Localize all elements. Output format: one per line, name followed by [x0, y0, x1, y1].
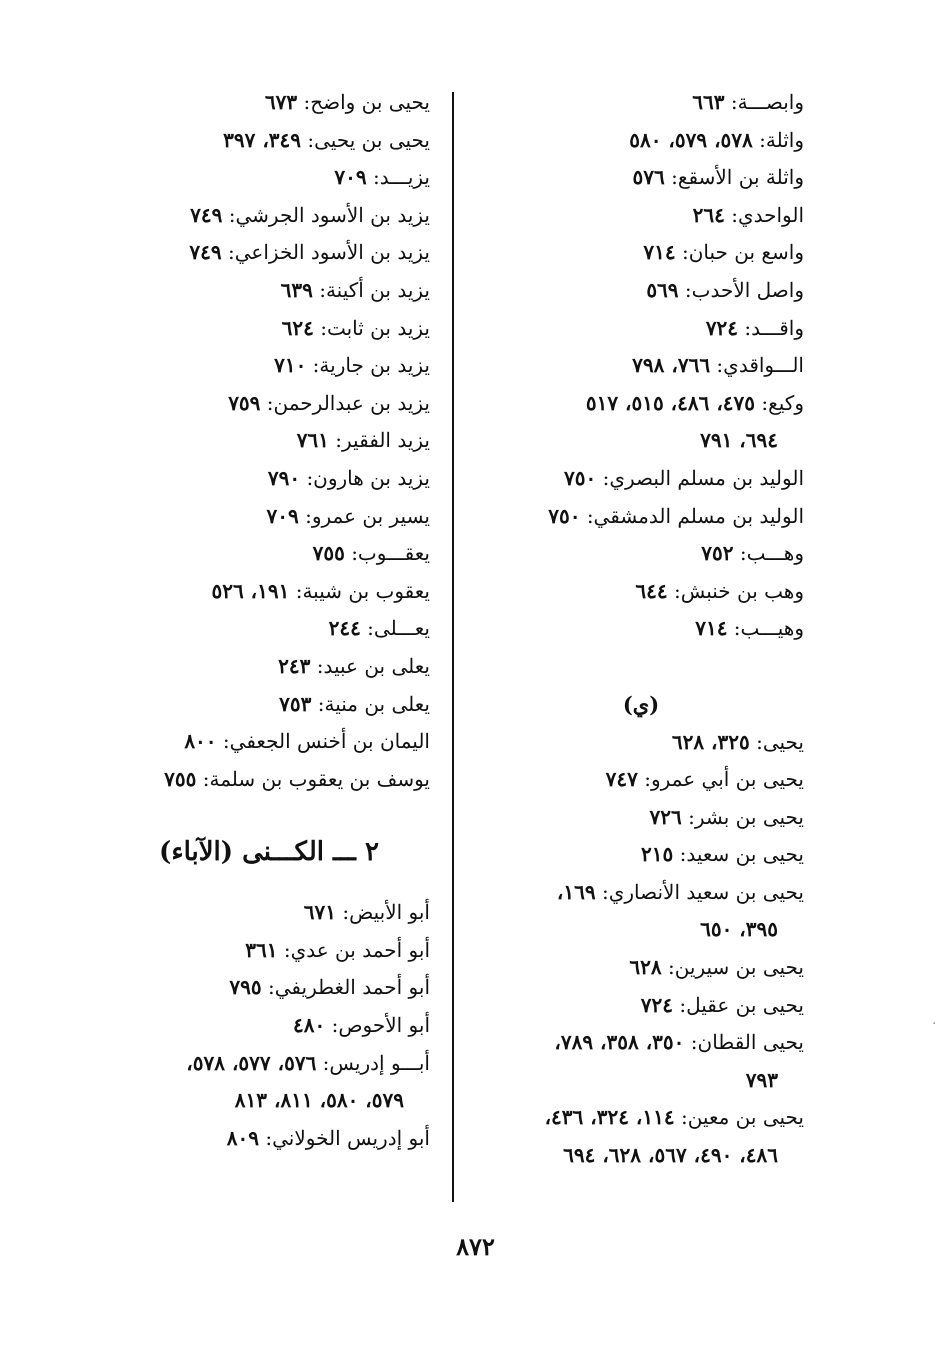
index-entry [478, 1099, 804, 1137]
entry-name: يحيى بن بشر: [688, 804, 804, 829]
index-entry [108, 894, 430, 932]
index-entry [108, 535, 430, 573]
page-refs: ٦٣٩ [280, 277, 313, 302]
entry-name: أبو أحمد بن عدي: [283, 937, 430, 962]
page-refs: ٧٥٠ [548, 503, 581, 528]
entry-name: يحيى بن سيرين: [667, 955, 804, 980]
entry-continuation [478, 911, 804, 949]
page-refs: ٥٧٦، ٥٧٧، ٥٧٨، [186, 1050, 317, 1075]
page-refs: ٧١٤ [695, 616, 728, 641]
entry-name: أبـــو إدريس: [322, 1050, 430, 1075]
page-refs: ٢٤٤ [328, 616, 361, 641]
index-entry [478, 122, 804, 160]
index-entry [478, 799, 804, 837]
entry-continuation [478, 422, 804, 460]
index-entry [108, 272, 430, 310]
entry-name: وكيع: [761, 390, 804, 415]
entry-name: يعـــلى: [367, 616, 430, 641]
page-refs: ٦٧١ [303, 900, 337, 925]
index-entry [108, 573, 430, 611]
page-refs: ٦٩٤، ٧٩١ [700, 428, 778, 453]
page-refs: ٧٥٩ [228, 390, 261, 415]
page-refs: ١٦٩، [556, 879, 596, 904]
names-list-continued [108, 84, 430, 798]
index-entry [478, 310, 804, 348]
kunya-list [108, 894, 430, 1157]
index-entry [108, 648, 430, 686]
index-entry [108, 234, 430, 272]
page-refs: ٧٢٤ [640, 992, 673, 1017]
page-refs: ٧٢٤ [705, 315, 739, 340]
entry-name: الـــواقدي: [716, 353, 804, 378]
page-refs: ٥٧٩، ٥٨٠، ٨١١، ٨١٣ [234, 1088, 404, 1113]
page-refs: ٦٢٨ [629, 955, 662, 980]
page-refs: ١١٤، ٣٢٤، ٤٣٦، [544, 1105, 675, 1130]
page-refs: ٧١٠ [274, 353, 307, 378]
entry-continuation [478, 1137, 804, 1175]
entry-name: يحيى: [756, 729, 804, 754]
entry-continuation [478, 1062, 804, 1100]
index-entry [478, 159, 804, 197]
entry-name: يحيى القطان: [690, 1030, 804, 1055]
page-refs: ٤٨٦، ٤٩٠، ٥٦٧، ٦٢٨، ٦٩٤ [563, 1143, 778, 1168]
index-entry [478, 610, 804, 648]
page-refs: ٧٦٦، ٧٩٨ [632, 353, 711, 378]
entry-name: يسير بن عمرو: [305, 503, 430, 528]
index-entry [478, 987, 804, 1025]
page-refs: ٧٥٠ [563, 465, 597, 490]
entry-name: يزيد الفقير: [335, 428, 430, 453]
entry-name: وهـــب: [739, 541, 804, 566]
index-entry [108, 385, 430, 423]
entry-name: واصل الأحدب: [684, 277, 804, 302]
page-refs: ٥٧٦ [632, 165, 665, 190]
page-refs: ٨٠٩ [226, 1125, 259, 1150]
page-refs: ٧٥٣ [279, 691, 312, 716]
index-entry [108, 122, 430, 160]
page-refs: ٧٤٩ [189, 240, 222, 265]
section-title: ٢ ـــ الكـــنى (الآباء) [159, 837, 379, 868]
index-entry [478, 836, 804, 874]
page-refs: ٤٧٥، ٤٨٦، ٥١٥، ٥١٧ [585, 390, 756, 415]
index-entry [108, 1045, 430, 1083]
index-entry [478, 385, 804, 423]
entry-name: واثلة: [759, 127, 804, 152]
entry-name: يزيد بن عبدالرحمن: [266, 390, 430, 415]
index-entry [478, 949, 804, 987]
entry-name: الوليد بن مسلم الدمشقي: [586, 503, 804, 528]
index-entry [108, 932, 430, 970]
index-entry [108, 159, 430, 197]
spacer [478, 648, 804, 686]
page-refs: ٨٠٠ [184, 729, 217, 754]
page-refs: ٥٦٩ [646, 277, 679, 302]
page-refs: ٧٤٧ [605, 767, 638, 792]
index-entry [108, 761, 430, 799]
index-entry [478, 1024, 804, 1062]
index-entry [478, 874, 804, 912]
entry-name: يحيى بن سعيد: [679, 842, 804, 867]
left-index-column [108, 84, 430, 1157]
index-entry [478, 460, 804, 498]
index-entry [108, 1007, 430, 1045]
page-refs: ٥٧٨، ٥٧٩، ٥٨٠ [629, 127, 753, 152]
entry-name: يحيى بن أبي عمرو: [644, 767, 804, 792]
index-entry [108, 84, 430, 122]
page-refs: ٣٥٠، ٣٥٨، ٧٨٩، [554, 1030, 685, 1055]
entry-name: وابصـــة: [730, 90, 804, 114]
page-refs: ٧٦١ [296, 428, 329, 453]
index-entry [478, 724, 804, 762]
page-refs: ٧٥٥ [312, 541, 345, 566]
page-refs: ٣٦١ [245, 937, 278, 962]
entry-name: وهيـــب: [733, 616, 804, 641]
right-index-column [478, 84, 804, 1175]
page-refs: ٧١٤ [643, 240, 676, 265]
letter-heading: (ي) [622, 691, 660, 717]
column-divider [452, 92, 454, 1202]
page-refs: ٦٢٤ [281, 315, 314, 340]
index-entry [478, 573, 804, 611]
entry-name: واقـــد: [744, 315, 804, 340]
index-entry [478, 761, 804, 799]
index-entry [108, 610, 430, 648]
page-refs: ٣٤٩، ٣٩٧ [223, 127, 302, 152]
entry-name: الواحدي: [731, 202, 804, 227]
page-refs: ٧٩٠ [267, 465, 301, 490]
page-refs: ٦٤٤ [635, 578, 668, 603]
margin-mark: · [932, 1016, 937, 1032]
entry-name: يزيد بن أكينة: [319, 277, 430, 302]
entry-name: اليمان بن أخنس الجعفي: [222, 729, 430, 754]
entry-name: أبو الأحوص: [331, 1013, 430, 1038]
index-entry [108, 197, 430, 235]
index-entry [108, 347, 430, 385]
entry-name: أبو أحمد الغطريفي: [268, 975, 430, 1000]
page-number: ٨٧٢ [456, 1232, 495, 1261]
entry-name: يحيى بن عقيل: [679, 992, 804, 1017]
index-entry [108, 310, 430, 348]
page-refs: ٧٠٩ [266, 503, 299, 528]
index-entry [478, 234, 804, 272]
index-entry [478, 84, 804, 122]
page-refs: ١٩١، ٥٢٦ [211, 578, 290, 603]
index-entry [108, 686, 430, 724]
entry-name: يحيى بن يحيى: [307, 127, 430, 152]
entry-name: أبو الأبيض: [342, 900, 430, 925]
index-entry [108, 1120, 430, 1158]
page-refs: ٦٧٣ [264, 90, 298, 114]
index-entry [108, 498, 430, 536]
entry-name: يوسف بن يعقوب بن سلمة: [202, 766, 430, 791]
index-entry [478, 272, 804, 310]
entry-name: وهب بن خنبش: [673, 578, 804, 603]
page-refs: ٤٨٠ [293, 1013, 326, 1038]
index-entry [478, 498, 804, 536]
page-refs: ٣٩٥، ٦٥٠ [700, 917, 778, 942]
page-refs: ٧٤٩ [190, 202, 223, 227]
page-refs: ٢٤٣ [278, 653, 311, 678]
entry-name: واسع بن حبان: [681, 240, 804, 265]
entry-name: يحيى بن معين: [680, 1105, 804, 1130]
page-refs: ٧٥٢ [701, 541, 734, 566]
page-refs: ٣٢٥، ٦٢٨ [671, 729, 750, 754]
index-entry [478, 347, 804, 385]
page-refs: ٧٥٥ [164, 766, 197, 791]
entry-name: الوليد بن مسلم البصري: [602, 465, 804, 490]
entry-name: واثلة بن الأسقع: [671, 165, 804, 190]
page-refs: ٦٦٣ [692, 90, 725, 114]
page-refs: ٧٠٩ [334, 165, 367, 190]
entry-name: يحيى بن سعيد الأنصاري: [601, 879, 804, 904]
index-entry [108, 969, 430, 1007]
page-refs: ٢١٥ [641, 842, 674, 867]
entry-name: يزيد بن هارون: [306, 465, 430, 490]
page-refs: ٧٢٦ [649, 804, 682, 829]
entry-name: يزيـــد: [373, 165, 430, 190]
page-refs: ٧٩٥ [229, 975, 262, 1000]
entry-name: يحيى بن واضح: [303, 90, 430, 114]
index-entry [108, 460, 430, 498]
index-entry [478, 197, 804, 235]
index-entry [478, 535, 804, 573]
entry-name: يزيد بن الأسود الجرشي: [228, 202, 430, 227]
entry-name: أبو إدريس الخولاني: [265, 1125, 430, 1150]
page-refs: ٢٦٤ [692, 202, 725, 227]
index-entry [108, 422, 430, 460]
entry-name: يزيد بن ثابت: [320, 315, 430, 340]
entry-name: يعقوب بن شيبة: [295, 578, 430, 603]
index-entry [108, 723, 430, 761]
entry-name: يزيد بن جارية: [312, 353, 430, 378]
entry-name: يزيد بن الأسود الخزاعي: [228, 240, 430, 265]
entry-name: يعقـــوب: [351, 541, 430, 566]
entry-name: يعلى بن منية: [317, 691, 430, 716]
entry-name: يعلى بن عبيد: [316, 653, 430, 678]
page-refs: ٧٩٣ [745, 1067, 778, 1092]
entry-continuation [108, 1082, 430, 1120]
